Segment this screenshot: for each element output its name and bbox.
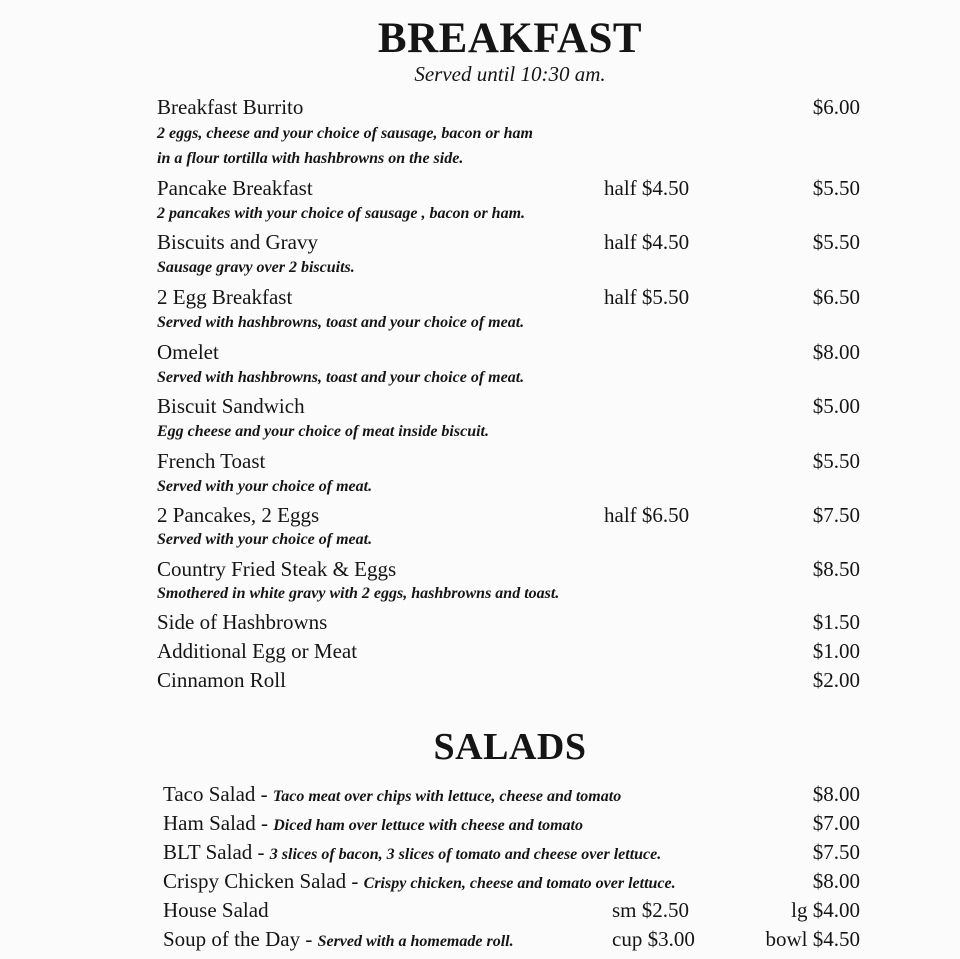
salads-title: SALADS [433, 726, 587, 768]
item-name: Omelet [157, 340, 219, 364]
item-name: Biscuit Sandwich [157, 394, 305, 418]
item-name: Cinnamon Roll [157, 668, 286, 692]
item-name: Biscuits and Gravy [157, 230, 318, 254]
item-description: Sausage gravy over 2 biscuits. [157, 259, 355, 276]
item-price: $1.50 [812, 610, 860, 634]
salad-name: Ham Salad [163, 811, 256, 835]
breakfast-subtitle: Served until 10:30 am. [414, 62, 606, 86]
salad-description: Served with a homemade roll. [317, 933, 514, 950]
item-name: Additional Egg or Meat [157, 639, 358, 663]
item-description: 2 eggs, cheese and your choice of sausage, bacon or ham [157, 125, 533, 142]
item-price: $8.50 [812, 557, 860, 581]
item-price: $5.50 [812, 230, 860, 254]
item-price: $8.00 [812, 340, 860, 364]
breakfast-title: BREAKFAST [377, 15, 643, 62]
salad-price: $7.00 [812, 811, 860, 835]
item-description: Smothered in white gravy with 2 eggs, hashbrowns and toast. [157, 585, 560, 602]
salad-price: $7.50 [812, 840, 860, 864]
item-half-price: half $6.50 [604, 503, 690, 527]
item-half-price: half $4.50 [604, 230, 690, 254]
salad-separator: - [300, 927, 318, 951]
salad-name: Soup of the Day [163, 927, 301, 951]
item-name: French Toast [157, 449, 266, 473]
salad-separator: - [255, 782, 273, 806]
soup-bowl-price: bowl $4.50 [765, 927, 860, 951]
salad-description: Crispy chicken, cheese and tomato over lettuce. [363, 875, 676, 892]
item-price: $7.50 [812, 503, 860, 527]
item-half-price: half $4.50 [604, 176, 690, 200]
salad-separator: - [346, 869, 364, 893]
item-description: in a flour tortilla with hashbrowns on the side. [157, 150, 464, 167]
item-price: $1.00 [812, 639, 860, 663]
item-name: 2 Egg Breakfast [157, 285, 293, 309]
item-description: Served with your choice of meat. [157, 531, 373, 548]
item-description: Served with hashbrowns, toast and your choice of meat. [157, 314, 525, 331]
salad-description: Diced ham over lettuce with cheese and tomato [273, 817, 583, 834]
item-description: Served with your choice of meat. [157, 478, 373, 495]
item-description: 2 pancakes with your choice of sausage , bacon or ham. [157, 205, 526, 222]
salad-separator: - [255, 811, 274, 835]
item-name: Side of Hashbrowns [157, 610, 328, 634]
salad-large-price: lg $4.00 [791, 898, 860, 922]
salad-description: Taco meat over chips with lettuce, cheese and tomato [272, 788, 622, 805]
item-name: 2 Pancakes, 2 Eggs [157, 503, 320, 527]
salad-separator: - [252, 840, 270, 864]
salad-description: 3 slices of bacon, 3 slices of tomato and cheese over lettuce. [269, 846, 662, 863]
item-price: $5.00 [812, 394, 860, 418]
salad-price: $8.00 [812, 869, 860, 893]
item-price: $6.50 [812, 285, 860, 309]
item-name: Country Fried Steak & Eggs [157, 557, 397, 581]
salad-small-price: sm $2.50 [612, 898, 690, 922]
salad-name: House Salad [163, 898, 269, 922]
item-price: $5.50 [812, 176, 860, 200]
salad-name: BLT Salad [163, 840, 253, 864]
item-price: $6.00 [812, 95, 860, 119]
item-name: Pancake Breakfast [157, 176, 313, 200]
item-name: Breakfast Burrito [157, 95, 304, 119]
item-price: $5.50 [812, 449, 860, 473]
salad-price: $8.00 [812, 782, 860, 806]
salad-name: Crispy Chicken Salad [163, 869, 347, 893]
item-price: $2.00 [812, 668, 860, 692]
soup-cup-price: cup $3.00 [612, 927, 695, 951]
salad-name: Taco Salad [163, 782, 256, 806]
item-description: Served with hashbrowns, toast and your choice of meat. [157, 369, 525, 386]
item-half-price: half $5.50 [604, 285, 690, 309]
item-description: Egg cheese and your choice of meat inside biscuit. [157, 423, 489, 440]
